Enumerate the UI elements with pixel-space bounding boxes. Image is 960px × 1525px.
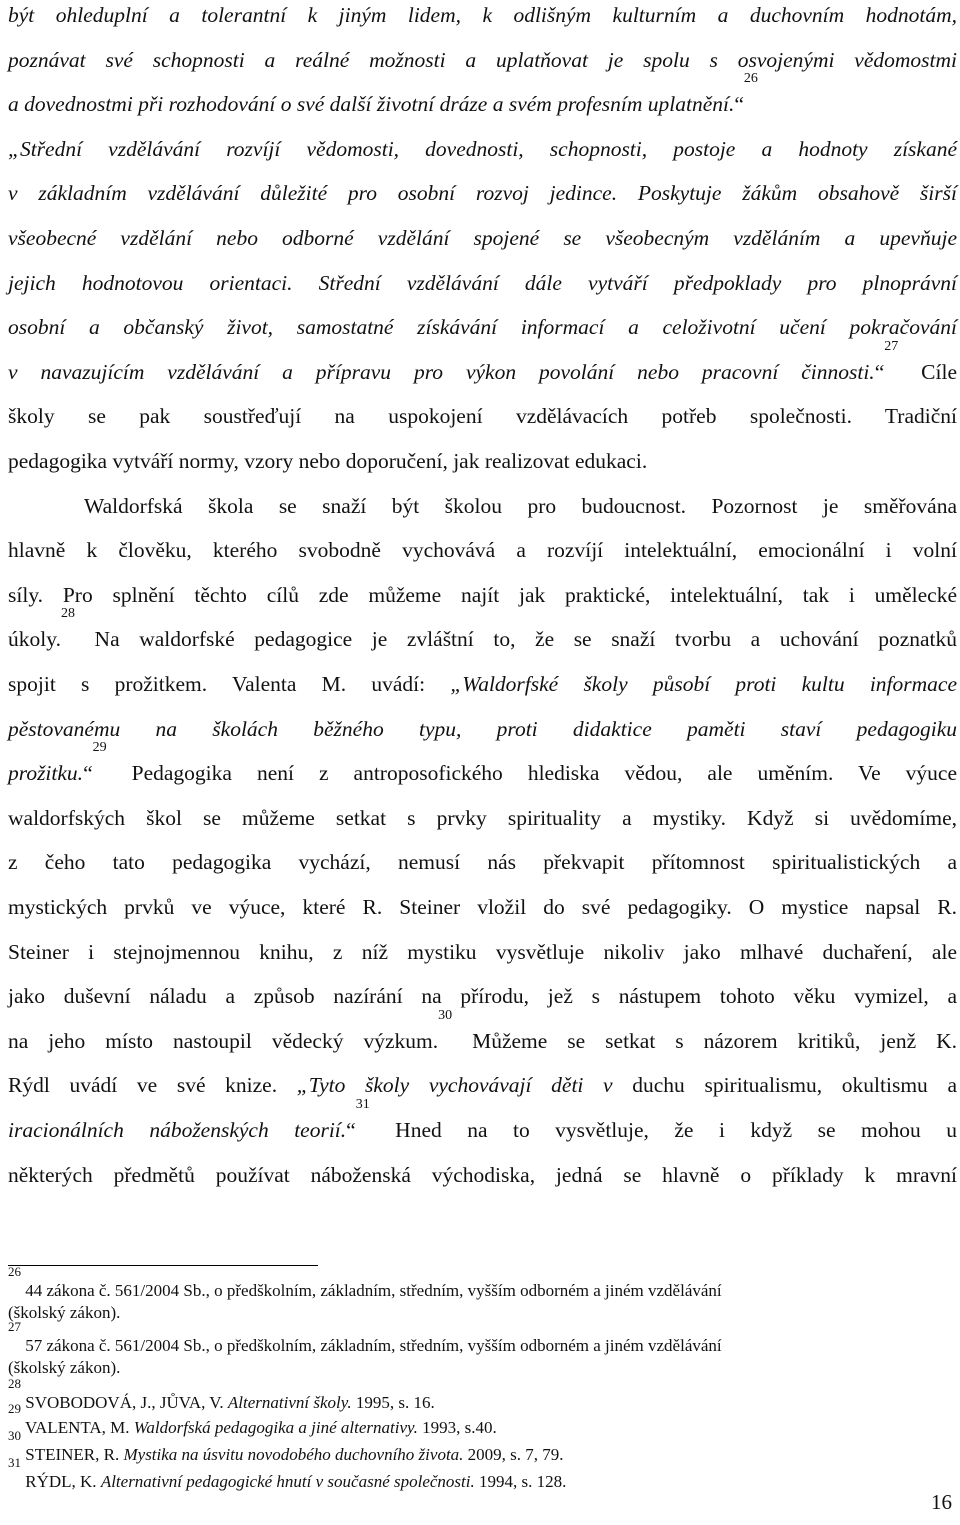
text-span: některých předmětů používat náboženská východiska, jedná se hlavně o příklady k mravní (8, 1162, 957, 1187)
footnote-text: STEINER, R. (21, 1445, 124, 1464)
footnote-number: 26 (8, 1264, 21, 1279)
text-span: všeobecné vzdělání nebo odborné vzdělání spojené se všeobecným vzděláním a upevňuje (8, 226, 957, 250)
footnote-ref: 27 (884, 338, 899, 354)
text-span: Na waldorfské pedagogice je zvláštní to, že se snaží tvorbu a uchování poznatků (74, 627, 957, 652)
text-span: “ (83, 761, 93, 786)
text-span: Waldorfská škola se snaží být školou pro budoucnost. Pozornost je směřována (84, 493, 957, 518)
text-line (8, 178, 957, 208)
text-span: z čeho tato pedagogika vychází, nemusí nás překvapit přítomnost spiritualistických a (8, 850, 957, 875)
text-span: Rýdl uvádí ve své knize. (8, 1073, 297, 1098)
text-span: na jeho místo nastoupil vědecký výzkum. (8, 1028, 439, 1053)
page-number: 16 (931, 1490, 952, 1514)
text-line (8, 338, 957, 387)
text-span: síly. Pro splnění těchto cílů zde můžeme najít jak praktické, intelektuální, tak i umělecké (8, 582, 957, 607)
text-line (8, 981, 957, 1011)
footnote-line (8, 1428, 948, 1466)
footnote-text: 44 zákona č. 561/2004 Sb., o předškolním, základním, středním, vyšším odborném a jiném vzdělávání (21, 1281, 722, 1300)
footnote-text: Alternativní školy. (227, 1393, 352, 1412)
footnote-number: 30 (8, 1428, 21, 1443)
text-line (8, 580, 957, 610)
footnote-text: (školský zákon). (8, 1303, 121, 1322)
text-line (8, 401, 957, 431)
footnote-number: 31 (8, 1455, 21, 1470)
text-span: spojit s prožitkem. Valenta M. uvádí: (8, 672, 451, 696)
text-line (8, 669, 957, 699)
footnote-number: 29 (8, 1401, 21, 1416)
footnote-text: RÝDL, K. (21, 1472, 101, 1491)
footnote-line (8, 1264, 948, 1302)
text-line (8, 312, 957, 342)
text-span: hlavně k člověku, kterého svobodně vychovává a rozvíjí intelektuální, emocionální i volní (8, 538, 957, 563)
text-line (8, 606, 957, 654)
footnote (8, 1428, 948, 1466)
text-span: pěstovanému na školách běžného typu, proti didaktice paměti staví pedagogiku (8, 716, 957, 741)
text-span: jejich hodnotovou orientaci. Střední vzdělávání dále vytváří předpoklady pro plnoprávní (8, 270, 957, 295)
text-line (8, 45, 957, 75)
text-line (8, 1007, 957, 1056)
footnote-line (8, 1302, 948, 1324)
footnote-text: SVOBODOVÁ, J., JŮVA, V. (21, 1393, 228, 1412)
footnote-number: 28 (8, 1376, 21, 1391)
footnote-text: 2009, s. 7, 79. (463, 1445, 564, 1464)
text-span: “ (734, 92, 744, 117)
footnote-number: 27 (8, 1319, 21, 1334)
text-span: prožitku. (8, 761, 84, 786)
text-span: iracionálních náboženských teorií. (8, 1118, 347, 1142)
text-span: „Tyto školy vychovávají děti v (296, 1073, 613, 1098)
text-span: duchu spiritualismu, okultismu a (612, 1073, 957, 1098)
text-span: Můžeme se setkat s názorem kritiků, jenž K. (452, 1028, 957, 1053)
footnote-text: 1994, s. 128. (474, 1472, 567, 1491)
footnote-ref: 28 (60, 606, 75, 622)
footnote (8, 1455, 948, 1493)
footnote-separator (8, 1265, 318, 1266)
text-span: osobní a občanský život, samostatné získávání informací a celoživotní učení pokračování (8, 315, 957, 340)
text-span: být ohleduplní a tolerantní k jiným lidem, k odlišným kulturním a duchovním hodnotám, (8, 3, 957, 27)
footnote-ref: 26 (743, 71, 758, 87)
text-span: „Střední vzdělávání rozvíjí vědomosti, dovednosti, schopnosti, postoje a hodnoty získané (8, 136, 957, 161)
text-line (8, 535, 957, 565)
footnote-text: 1995, s. 16. (351, 1393, 435, 1412)
footnote-line (8, 1357, 948, 1379)
text-span: jako duševní náladu a způsob nazírání na přírodu, jež s nástupem tohoto věku vymizel, a (8, 984, 957, 1009)
text-span: Hned na to vysvětluje, že i když se mohou u (369, 1118, 957, 1142)
text-line (8, 491, 957, 521)
text-span: Pedagogika není z antroposofického hlediska vědou, ale uměním. Ve výuce (106, 761, 957, 786)
text-span: pedagogika vytváří normy, vzory nebo doporučení, jak realizovat edukaci. (8, 449, 648, 473)
footnote-text: VALENTA, M. (21, 1418, 134, 1437)
text-line (8, 223, 957, 253)
text-line (8, 446, 957, 476)
text-line (8, 1070, 957, 1100)
text-span: a dovednostmi při rozhodování o své další životní dráze a svém profesním uplatnění. (8, 92, 735, 117)
footnote (8, 1264, 948, 1324)
text-line (8, 740, 957, 788)
text-line (8, 71, 957, 119)
text-span: Steiner i stejnojmennou knihu, z níž mystiku vysvětluje nikoliv jako mlhavé duchaření, ale (8, 939, 957, 964)
footnote-text: Waldorfská pedagogika a jiné alternativy. (133, 1418, 418, 1437)
text-line (8, 714, 957, 744)
text-span: v základním vzdělávání důležité pro osobní rozvoj jedince. Poskytuje žákům obsahově širší (8, 181, 957, 206)
text-line (8, 268, 957, 298)
text-span: “ (874, 359, 885, 384)
footnote-line (8, 1455, 948, 1493)
text-span: Cíle (898, 359, 957, 384)
text-line (8, 803, 957, 833)
footnote-text: (školský zákon). (8, 1358, 121, 1377)
footnote-line (8, 1376, 948, 1414)
footnote-ref: 30 (438, 1007, 453, 1023)
footnote (8, 1376, 948, 1414)
text-line (8, 847, 957, 877)
footnote (8, 1319, 948, 1379)
footnote-text: 1993, s.40. (417, 1418, 497, 1437)
text-span: waldorfských škol se můžeme setkat s prvky spirituality a mystiky. Když si uvědomíme, (8, 805, 957, 830)
footnote-ref: 29 (92, 740, 107, 756)
text-span: úkoly. (8, 627, 61, 652)
text-span: v navazujícím vzdělávání a přípravu pro výkon povolání nebo pracovní činnosti. (8, 359, 875, 384)
text-line (8, 1160, 957, 1190)
footnote-ref: 31 (355, 1097, 370, 1112)
text-line (8, 0, 957, 30)
footnote-text: Alternativní pedagogické hnutí v současné společnosti. (100, 1472, 475, 1491)
text-line (8, 1097, 957, 1145)
text-span: školy se pak soustřeďují na uspokojení vzdělávacích potřeb společnosti. Tradiční (8, 404, 957, 429)
text-line (8, 937, 957, 967)
footnote-line (8, 1319, 948, 1357)
text-line (8, 892, 957, 922)
footnote-text: Mystika na úsvitu novodobého duchovního života. (123, 1445, 464, 1464)
footnote-text: 57 zákona č. 561/2004 Sb., o předškolním, základním, středním, vyšším odborném a jiném vzdělávání (21, 1336, 722, 1355)
text-line (8, 134, 957, 164)
text-span: poznávat své schopnosti a reálné možnosti a uplatňovat je spolu s osvojenými vědomostmi (8, 47, 957, 72)
text-span: mystických prvků ve výuce, které R. Steiner vložil do své pedagogiky. O mystice napsal R. (8, 895, 957, 919)
text-span: “ (346, 1118, 356, 1142)
text-span: „Waldorfské školy působí proti kultu informace (450, 672, 957, 696)
